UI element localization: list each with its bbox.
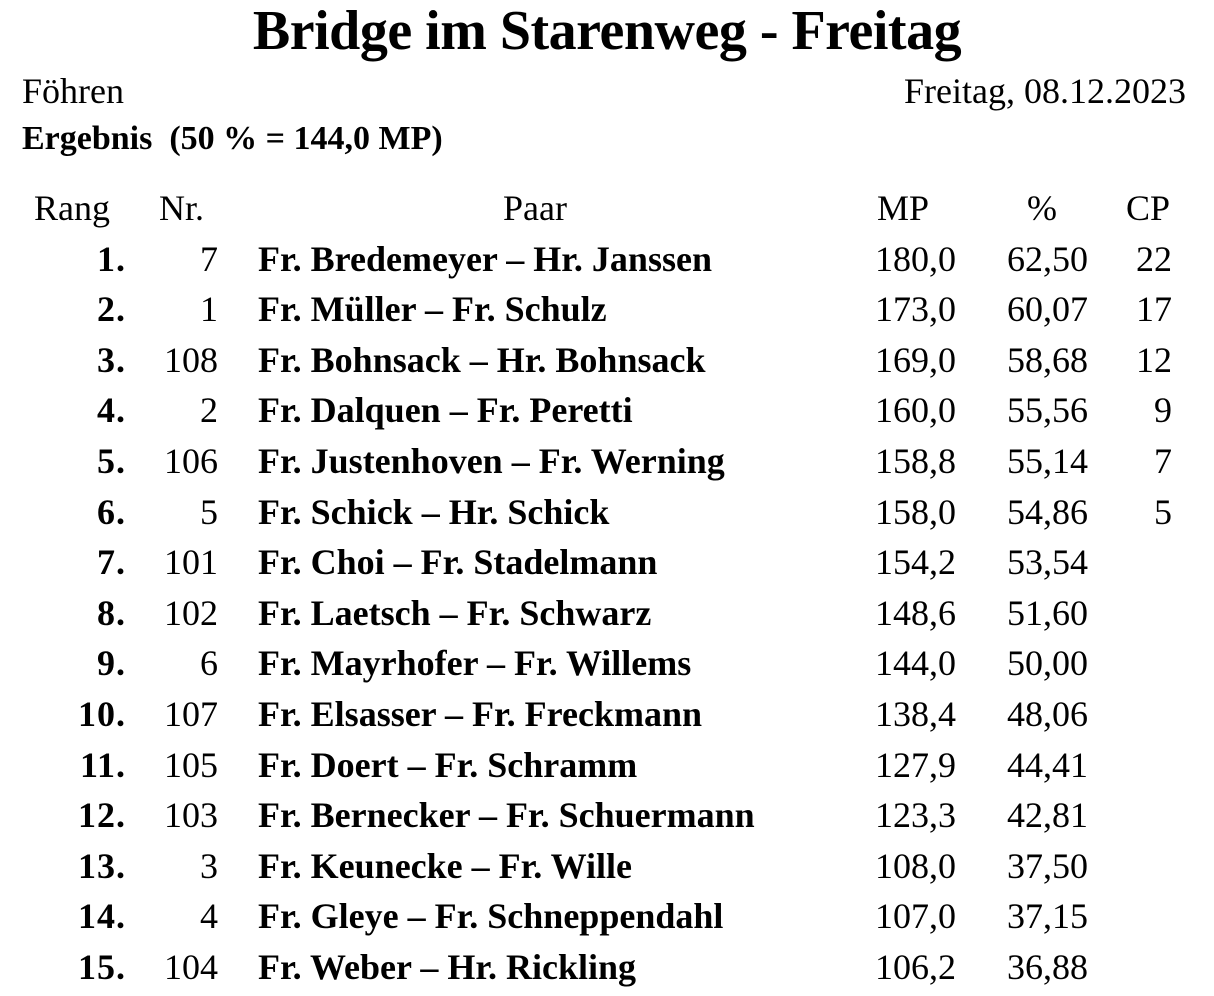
pair-number-cell: 104: [164, 946, 218, 987]
table-row: [0, 641, 1214, 692]
rank-cell: 15.: [78, 946, 126, 987]
table-row: [0, 945, 1214, 996]
rank-cell: 1.: [97, 238, 126, 279]
percent-cell: 54,86: [1007, 491, 1088, 532]
matchpoints-cell: 108,0: [875, 845, 956, 886]
rank-cell: 9.: [97, 643, 126, 684]
table-header-row: [0, 186, 1214, 237]
percent-cell: 50,00: [1007, 643, 1088, 684]
matchpoints-cell: 144,0: [875, 643, 956, 684]
table-row: [0, 894, 1214, 945]
pair-number-cell: 103: [164, 795, 218, 836]
percent-cell: 62,50: [1007, 238, 1088, 279]
rank-cell: 11.: [79, 744, 126, 785]
header-nr: Nr.: [159, 188, 204, 228]
matchpoints-cell: 160,0: [875, 390, 956, 431]
table-row: [0, 844, 1214, 895]
percent-cell: 37,50: [1007, 845, 1088, 886]
matchpoints-cell: 107,0: [875, 896, 956, 937]
percent-cell: 48,06: [1007, 693, 1088, 734]
matchpoints-cell: 169,0: [875, 339, 956, 380]
pair-names-cell: Fr. Justenhoven – Fr. Werning: [258, 440, 725, 481]
pair-number-cell: 4: [200, 896, 218, 937]
pair-names-cell: Fr. Gleye – Fr. Schneppendahl: [258, 896, 724, 937]
table-row: [0, 338, 1214, 389]
table-row: [0, 793, 1214, 844]
matchpoints-cell: 158,8: [875, 440, 956, 481]
percent-cell: 60,07: [1007, 289, 1088, 330]
pair-names-cell: Fr. Keunecke – Fr. Wille: [258, 845, 632, 886]
result-summary: Ergebnis (50 % = 144,0 MP): [22, 120, 443, 157]
percent-cell: 37,15: [1007, 896, 1088, 937]
pair-number-cell: 7: [200, 238, 218, 279]
table-row: [0, 439, 1214, 490]
rank-cell: 12.: [78, 795, 126, 836]
pair-names-cell: Fr. Müller – Fr. Schulz: [258, 289, 607, 330]
pair-names-cell: Fr. Dalquen – Fr. Peretti: [258, 390, 633, 431]
matchpoints-cell: 154,2: [875, 542, 956, 583]
matchpoints-cell: 148,6: [875, 592, 956, 633]
percent-cell: 42,81: [1007, 795, 1088, 836]
table-row: [0, 591, 1214, 642]
table-body: [0, 237, 1214, 996]
rank-cell: 4.: [97, 390, 126, 431]
matchpoints-cell: 106,2: [875, 946, 956, 987]
results-table: [0, 186, 1214, 996]
rank-cell: 3.: [97, 339, 126, 380]
pair-number-cell: 2: [200, 390, 218, 431]
pair-number-cell: 107: [164, 693, 218, 734]
percent-cell: 53,54: [1007, 542, 1088, 583]
table-row: [0, 388, 1214, 439]
header-cp: CP: [1126, 188, 1171, 228]
page-title: Bridge im Starenweg - Freitag: [252, 0, 962, 62]
event-date: Freitag, 08.12.2023: [904, 71, 1186, 111]
rank-cell: 6.: [97, 491, 126, 532]
matchpoints-cell: 158,0: [875, 491, 956, 532]
pair-names-cell: Fr. Elsasser – Fr. Freckmann: [258, 693, 703, 734]
header-rank: Rang: [34, 188, 110, 228]
pair-names-cell: Fr. Mayrhofer – Fr. Willems: [258, 643, 692, 684]
pair-number-cell: 1: [200, 289, 218, 330]
header-pair: Paar: [503, 188, 567, 228]
pair-number-cell: 3: [200, 845, 218, 886]
pair-number-cell: 106: [164, 440, 218, 481]
percent-cell: 44,41: [1007, 744, 1088, 785]
header-percent: %: [1027, 188, 1057, 228]
pair-names-cell: Fr. Bernecker – Fr. Schuermann: [258, 795, 755, 836]
pair-number-cell: 105: [164, 744, 218, 785]
matchpoints-cell: 173,0: [875, 289, 956, 330]
pair-names-cell: Fr. Bredemeyer – Hr. Janssen: [258, 238, 712, 279]
rank-cell: 14.: [78, 896, 126, 937]
matchpoints-cell: 138,4: [875, 693, 956, 734]
clubpoints-cell: 22: [1136, 238, 1172, 279]
rank-cell: 5.: [97, 440, 126, 481]
table-row: [0, 490, 1214, 541]
pair-number-cell: 102: [164, 592, 218, 633]
pair-number-cell: 6: [200, 643, 218, 684]
matchpoints-cell: 180,0: [875, 238, 956, 279]
rank-cell: 10.: [78, 693, 126, 734]
table-row: [0, 287, 1214, 338]
rank-cell: 8.: [97, 592, 126, 633]
percent-cell: 55,14: [1007, 440, 1088, 481]
pair-names-cell: Fr. Doert – Fr. Schramm: [258, 744, 638, 785]
pair-number-cell: 5: [200, 491, 218, 532]
matchpoints-cell: 123,3: [875, 795, 956, 836]
percent-cell: 51,60: [1007, 592, 1088, 633]
rank-cell: 2.: [97, 289, 126, 330]
rank-cell: 7.: [97, 542, 126, 583]
pair-names-cell: Fr. Laetsch – Fr. Schwarz: [258, 592, 652, 633]
clubpoints-cell: 17: [1136, 289, 1172, 330]
pair-number-cell: 108: [164, 339, 218, 380]
clubpoints-cell: 5: [1154, 491, 1172, 532]
rank-cell: 13.: [78, 845, 126, 886]
clubpoints-cell: 7: [1154, 440, 1172, 481]
location-label: Föhren: [22, 71, 124, 111]
pair-number-cell: 101: [164, 542, 218, 583]
header-mp: MP: [877, 188, 930, 228]
percent-cell: 58,68: [1007, 339, 1088, 380]
table-row: [0, 743, 1214, 794]
percent-cell: 36,88: [1007, 946, 1088, 987]
table-row: [0, 692, 1214, 743]
clubpoints-cell: 9: [1154, 390, 1172, 431]
table-row: [0, 540, 1214, 591]
pair-names-cell: Fr. Schick – Hr. Schick: [258, 491, 610, 532]
table-row: [0, 237, 1214, 288]
pair-names-cell: Fr. Choi – Fr. Stadelmann: [258, 542, 658, 583]
pair-names-cell: Fr. Weber – Hr. Rickling: [258, 946, 637, 987]
matchpoints-cell: 127,9: [875, 744, 956, 785]
pair-names-cell: Fr. Bohnsack – Hr. Bohnsack: [258, 339, 706, 380]
clubpoints-cell: 12: [1136, 339, 1172, 380]
percent-cell: 55,56: [1007, 390, 1088, 431]
